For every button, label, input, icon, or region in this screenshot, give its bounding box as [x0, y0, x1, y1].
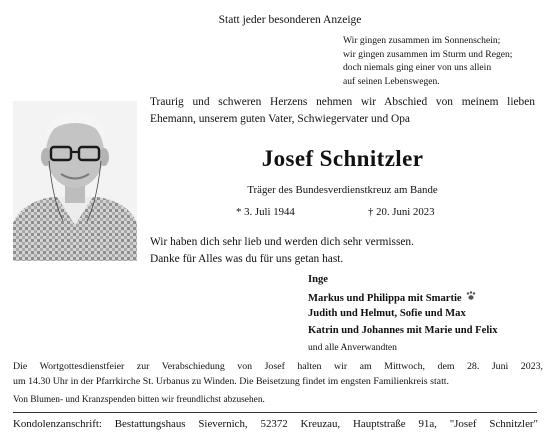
notice-header: Statt jeder besonderen Anzeige	[218, 14, 362, 26]
intro-line-2: Ehemann, unserem guten Vater, Schwiegervater und Opa	[150, 113, 410, 125]
intro-line-1: Traurig und schweren Herzens nehmen wir Abschied von meinem lieben	[150, 96, 535, 108]
poem-line-2: wir gingen zusammen im Sturm und Regen;	[343, 48, 513, 60]
poem-line-1: Wir gingen zusammen im Sonnenschein;	[343, 35, 501, 46]
mourner-line-2-text: Markus und Philippa mit Smartie	[308, 293, 462, 304]
mourner-line-4: Katrin und Johannes mit Marie und Felix	[308, 325, 498, 336]
condolence-address: Kondolenzanschrift: Bestattungshaus Sievernich, 52372 Kreuzau, Hauptstraße 91a, "Josef Schnitzler"	[13, 418, 538, 430]
message-line-2: Danke für Alles was du für uns getan hast.	[150, 253, 344, 265]
death-date: † 20. Juni 2023	[368, 206, 435, 218]
mourner-line-5: und alle Anverwandten	[308, 342, 397, 353]
poem-line-3: doch niemals ging einer von uns allein	[343, 62, 492, 74]
service-line-2: um 14.30 Uhr in der Pfarrkirche St. Urbanus zu Winden. Die Beisetzung findet im engsten Familienkreis statt.	[13, 376, 450, 387]
service-line-1: Die Wortgottesdienstfeier zur Verabschiedung von Josef halten wir am Mittwoch, dem 28. Juni 2023,	[13, 361, 543, 372]
deceased-name: Josef Schnitzler	[261, 146, 424, 171]
flowers-note: Von Blumen- und Kranzspenden bitten wir freundlichst abzusehen.	[13, 395, 265, 405]
poem-line-4: auf seinen Lebenswegen.	[343, 75, 440, 87]
divider-line	[13, 412, 537, 413]
mourner-line-1: Inge	[308, 274, 329, 285]
paw-print-icon	[465, 291, 477, 301]
mourner-line-2	[308, 291, 477, 304]
mourner-line-3: Judith und Helmut, Sofie und Max	[308, 308, 466, 319]
portrait-photo	[13, 101, 137, 261]
honor-subtitle: Träger des Bundesverdienstkreuz am Bande	[247, 184, 438, 196]
message-line-1: Wir haben dich sehr lieb und werden dich sehr vermissen.	[150, 236, 414, 248]
birth-date: * 3. Juli 1944	[236, 206, 295, 218]
portrait-illustration	[13, 101, 137, 261]
